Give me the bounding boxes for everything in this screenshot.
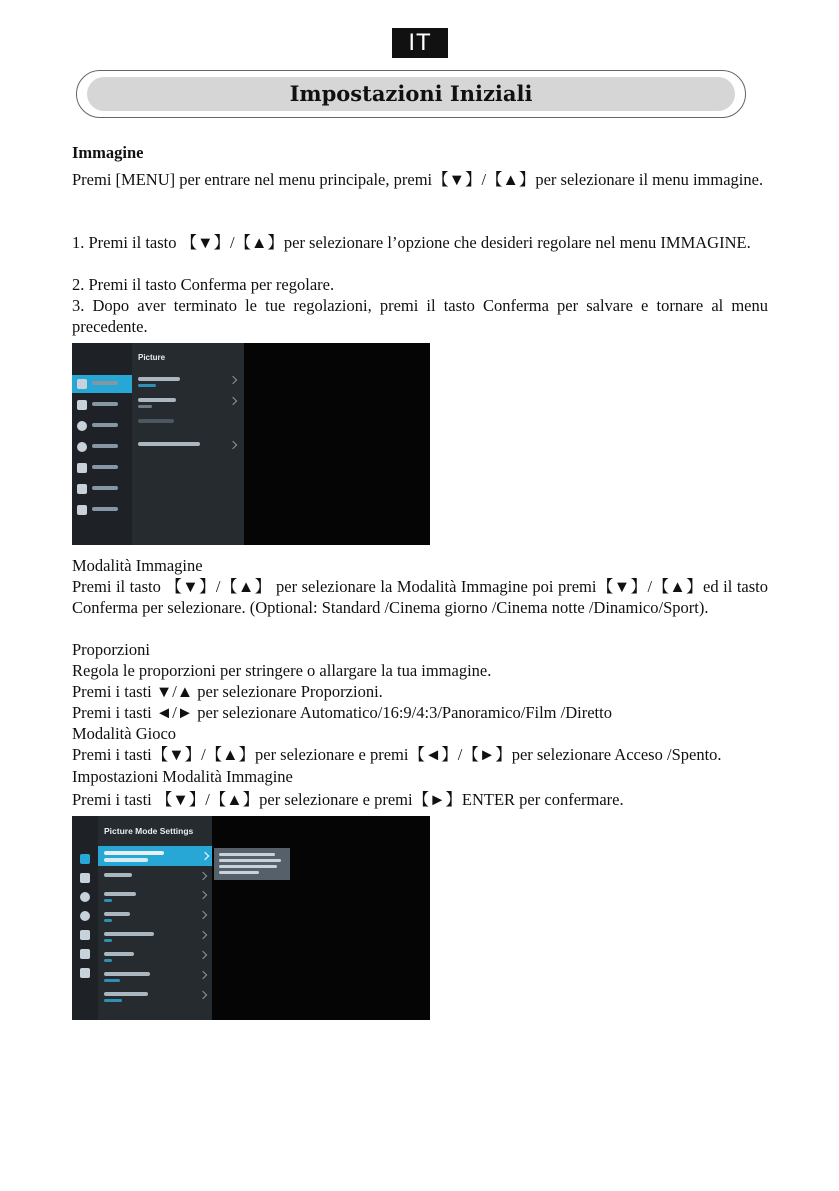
tv-option-name bbox=[138, 377, 180, 381]
tv-option-backlight bbox=[104, 873, 208, 885]
chevron-right-icon bbox=[229, 441, 237, 449]
tv-option-picture-mode bbox=[138, 377, 238, 389]
tv-nav-label bbox=[92, 381, 118, 385]
picture-mode-settings-screenshot bbox=[72, 816, 430, 1020]
tv-option-name bbox=[104, 992, 148, 996]
tv-option-noise-reduction bbox=[104, 992, 208, 1004]
tv-option-brightness bbox=[104, 892, 208, 904]
gear-icon bbox=[80, 911, 90, 921]
globe-icon bbox=[80, 892, 90, 902]
tv-option-adaptive-contrast bbox=[104, 972, 208, 984]
tv-option-name bbox=[104, 873, 132, 877]
tv-option-name bbox=[138, 419, 174, 423]
tv-option-name bbox=[138, 442, 200, 446]
picture-menu-screenshot bbox=[72, 343, 430, 545]
picture-mode-settings-text: Premi i tasti 【▼】/【▲】per selezionare e premi【►】ENTER per confermare. bbox=[72, 790, 624, 809]
section-title-banner bbox=[76, 70, 746, 118]
game-mode-title: Modalità Gioco bbox=[72, 724, 177, 743]
picture-mode-text: Premi il tasto 【▼】/【▲】 per selezionare la Modalità Immagine poi premi【▼】/【▲】ed il tasto Conferma per selezionare. (Optional: Standard /Cinema giorno /Cinema notte /Dinamico/Sport). bbox=[72, 577, 768, 617]
tv-option-name bbox=[104, 912, 130, 916]
chevron-right-icon bbox=[229, 397, 237, 405]
chevron-right-icon bbox=[199, 971, 207, 979]
tv-nav-label bbox=[92, 402, 118, 406]
star-icon bbox=[80, 930, 90, 940]
chevron-right-icon bbox=[199, 951, 207, 959]
tv-sidebar-collapsed bbox=[72, 816, 98, 1020]
tv-option-name bbox=[104, 932, 154, 936]
tv-nav-picture bbox=[72, 375, 132, 393]
tv-nav-label bbox=[92, 465, 118, 469]
tv-option-value bbox=[138, 405, 152, 408]
tv-panel-title: Picture Mode Settings bbox=[104, 826, 194, 836]
tv-option-value bbox=[104, 979, 120, 982]
chevron-right-icon bbox=[199, 872, 207, 880]
tv-nav-label bbox=[92, 486, 118, 490]
tv-option-sharpness bbox=[104, 952, 208, 964]
aspect-line-3: Premi i tasti ◄/► per selezionare Automatico/16:9/4:3/Panoramico/Film /Diretto bbox=[72, 703, 612, 722]
tv-option-value bbox=[138, 384, 156, 387]
tv-icon bbox=[80, 968, 90, 978]
page-title: Impostazioni Iniziali bbox=[87, 77, 735, 111]
star-icon bbox=[77, 463, 87, 473]
tooltip-line bbox=[219, 853, 275, 856]
tv-option-apply-settings-selected bbox=[98, 846, 212, 866]
tv-panel-title: Picture bbox=[138, 353, 166, 362]
tv-option-name bbox=[104, 892, 136, 896]
speaker-icon bbox=[77, 400, 87, 410]
tv-option-value bbox=[104, 919, 112, 922]
tv-option-value bbox=[104, 858, 148, 862]
tv-option-colour-saturation bbox=[104, 932, 208, 944]
tv-nav-accessibility bbox=[72, 459, 132, 477]
speaker-icon bbox=[80, 873, 90, 883]
tooltip-line bbox=[219, 865, 277, 868]
tv-sidebar bbox=[72, 343, 132, 545]
tv-option-name bbox=[104, 972, 150, 976]
tv-help-tooltip bbox=[214, 848, 290, 880]
tv-nav-label bbox=[92, 423, 118, 427]
grid-icon bbox=[77, 484, 87, 494]
tv-nav-network bbox=[72, 417, 132, 435]
chevron-right-icon bbox=[199, 991, 207, 999]
step-1: 1. Premi il tasto 【▼】/【▲】per selezionare l’opzione che desideri regolare nel menu IMMAGINE. bbox=[72, 233, 751, 252]
picture-icon bbox=[77, 379, 87, 389]
picture-mode-title: Modalità Immagine bbox=[72, 556, 203, 575]
tv-settings-panel bbox=[98, 816, 212, 1020]
section-heading: Immagine bbox=[72, 143, 144, 162]
tv-option-name bbox=[104, 952, 134, 956]
tv-option-value bbox=[104, 959, 112, 962]
tv-option-value bbox=[104, 999, 122, 1002]
tv-option-game-mode bbox=[138, 419, 238, 431]
chevron-right-icon bbox=[199, 911, 207, 919]
tv-options-panel bbox=[132, 343, 244, 545]
tv-nav-sound bbox=[72, 396, 132, 414]
tv-nav-support bbox=[72, 501, 132, 519]
grid-icon bbox=[80, 949, 90, 959]
tv-option-name bbox=[104, 851, 164, 855]
language-badge: IT bbox=[392, 28, 448, 58]
aspect-line-1: Regola le proporzioni per stringere o allargare la tua immagine. bbox=[72, 661, 492, 680]
gear-icon bbox=[77, 442, 87, 452]
tv-option-name bbox=[138, 398, 176, 402]
tv-nav-general bbox=[72, 438, 132, 456]
tooltip-line bbox=[219, 859, 281, 862]
chevron-right-icon bbox=[201, 852, 209, 860]
game-mode-text: Premi i tasti【▼】/【▲】per selezionare e premi【◄】/【►】per selezionare Acceso /Spento. bbox=[72, 745, 722, 764]
picture-icon bbox=[80, 854, 90, 864]
tv-nav-label bbox=[92, 507, 118, 511]
step-2: 2. Premi il tasto Conferma per regolare. bbox=[72, 275, 335, 294]
tv-nav-system bbox=[72, 480, 132, 498]
aspect-title: Proporzioni bbox=[72, 640, 150, 659]
chevron-right-icon bbox=[199, 931, 207, 939]
chevron-right-icon bbox=[229, 376, 237, 384]
tv-option-value bbox=[104, 939, 112, 942]
tv-option-picture-mode-settings bbox=[138, 442, 238, 454]
tv-nav-label bbox=[92, 444, 118, 448]
tv-icon bbox=[77, 505, 87, 515]
step-3: 3. Dopo aver terminato le tue regolazioni, premi il tasto Conferma per salvare e tornare al menu precedente. bbox=[72, 296, 768, 336]
chevron-right-icon bbox=[199, 891, 207, 899]
tv-option-value bbox=[104, 899, 112, 902]
tooltip-line bbox=[219, 871, 259, 874]
aspect-line-2: Premi i tasti ▼/▲ per selezionare Proporzioni. bbox=[72, 682, 383, 701]
tv-option-contrast bbox=[104, 912, 208, 924]
picture-mode-settings-title: Impostazioni Modalità Immagine bbox=[72, 767, 293, 786]
tv-option-aspect-ratio bbox=[138, 398, 238, 410]
section-intro: Premi [MENU] per entrare nel menu principale, premi【▼】/【▲】per selezionare il menu immagine. bbox=[72, 170, 764, 189]
globe-icon bbox=[77, 421, 87, 431]
